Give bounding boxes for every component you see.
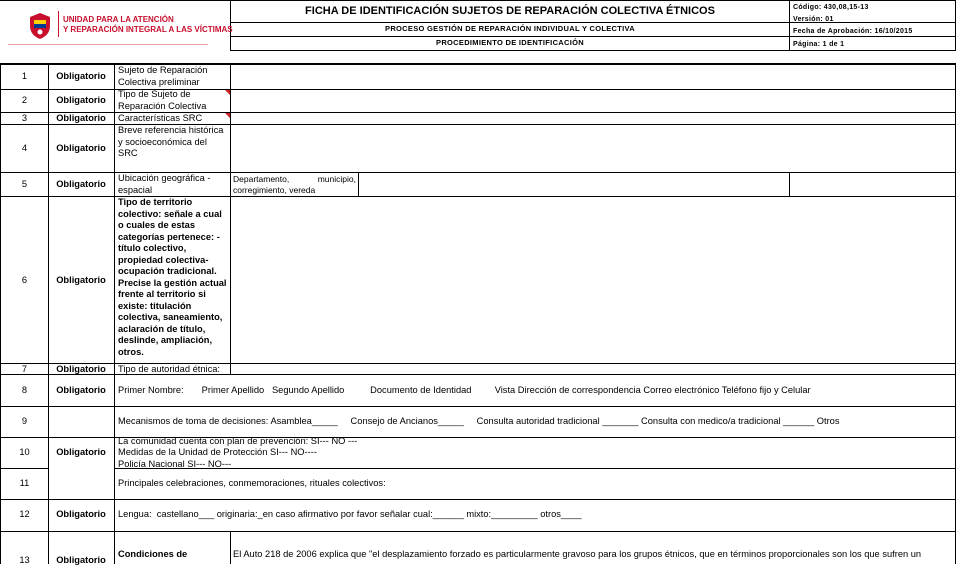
document-title: FICHA DE IDENTIFICACIÓN SUJETOS DE REPARACIÓN COLECTIVA ÉTNICOS [305,5,715,17]
row-number: 2 [21,95,28,105]
field-label: La comunidad cuenta con plan de prevención: SI--- NO --- [118,436,358,446]
field-label: Tipo de autoridad étnica: [118,364,220,374]
logo-text-line1: UNIDAD PARA LA ATENCIÓN [63,15,174,24]
required-label: Obligatorio [56,509,106,519]
row-number: 9 [21,416,28,426]
process-name: PROCESO GESTIÓN DE REPARACIÓN INDIVIDUAL Y COLECTIVA [385,24,635,33]
field-label: Policía Nacional SI--- NO--- [118,459,232,469]
pagina: Página: 1 de 1 [793,41,845,48]
procedure-name: PROCEDIMIENTO DE IDENTIFICACIÓN [436,38,584,47]
location-extra-cell[interactable] [790,173,955,196]
row-number: 13 [19,555,30,565]
row-number: 10 [19,447,30,457]
required-label: Obligatorio [56,113,106,123]
row-number: 7 [21,364,28,374]
field-label: Principales celebraciones, conmemoraciones, rituales colectivos: [118,478,386,488]
row-number: 3 [21,113,28,123]
field-label: Lengua: castellano___ originaria:_en caso afirmativo por favor señalar cual:______ mixto:_________ otros____ [118,509,582,519]
field-label: Sujeto de Reparación Colectiva preliminar [118,65,208,87]
required-label: Obligatorio [56,364,106,374]
row-number: 6 [21,275,28,285]
row-number: 12 [19,509,30,519]
required-label: Obligatorio [56,179,106,189]
value-cell[interactable] [231,90,955,112]
row-number: 4 [21,143,28,153]
value-cell[interactable] [231,125,955,172]
field-label: Tipo de Sujeto de Reparación Colectiva [118,89,207,111]
logo-text-line2: Y REPARACIÓN INTEGRAL A LAS VÍCTIMAS [63,25,233,34]
field-label: Ubicación geográfica - espacial [118,173,211,195]
field-label: Primer Nombre: Primer Apellido Segundo Apellido Documento de Identidad Vista Dirección de correspondencia Correo electrónico Teléfono fijo y Celular [118,385,811,395]
value-cell[interactable] [231,197,955,363]
row-number: 8 [21,385,28,395]
logo [8,8,233,42]
required-label: Obligatorio [56,447,106,457]
required-label: Obligatorio [56,385,106,395]
value-cell[interactable] [231,113,955,124]
fecha-aprobacion: Fecha de Aprobación: 16/10/2015 [793,28,913,35]
field-label: Medidas de la Unidad de Protección SI--- NO---- [118,447,317,457]
row-number: 5 [21,179,28,189]
row-number: 1 [21,71,28,81]
value-cell[interactable] [231,64,955,89]
required-label: Obligatorio [56,95,106,105]
version: Versión: 01 [793,16,834,23]
required-label: Obligatorio [56,555,106,565]
row-number: 11 [19,478,30,488]
field-label: Breve referencia histórica y socioeconómica del SRC [118,125,224,158]
field-label: Condiciones de [118,549,188,559]
comment-marker[interactable] [225,113,230,118]
field-label: Tipo de territorio colectivo: señale a cual o cuales de estas categorías pertenece: -título colectivo, propiedad colectiva-ocupación tradicional. Precise la gestión actual frente al territorio si existe: titulación colectiva, saneamiento, aclaración de título, deslinde, ampliación, otros. [118,197,227,357]
coat-of-arms-icon [28,12,52,40]
field-label: Características SRC [118,113,203,123]
codigo: Código: 430,08,15-13 [793,4,869,11]
field-value: El Auto 218 de 2006 explica que "el desplazamiento forzado es particularmente gravoso para los grupos étnicos, que en términos proporcionales son los que sufren un [233,549,922,559]
required-label: Obligatorio [56,275,106,285]
field-label: Mecanismos de toma de decisiones: Asamblea_____ Consejo de Ancianos_____ Consulta autoridad tradicional _______ Consulta con medico/a tradicional ______ Otros [118,416,840,426]
required-label: Obligatorio [56,143,106,153]
location-value-cell[interactable] [359,173,789,196]
location-hint: Departamento, municipio, corregimiento, vereda [233,174,356,195]
required-label: Obligatorio [56,71,106,81]
